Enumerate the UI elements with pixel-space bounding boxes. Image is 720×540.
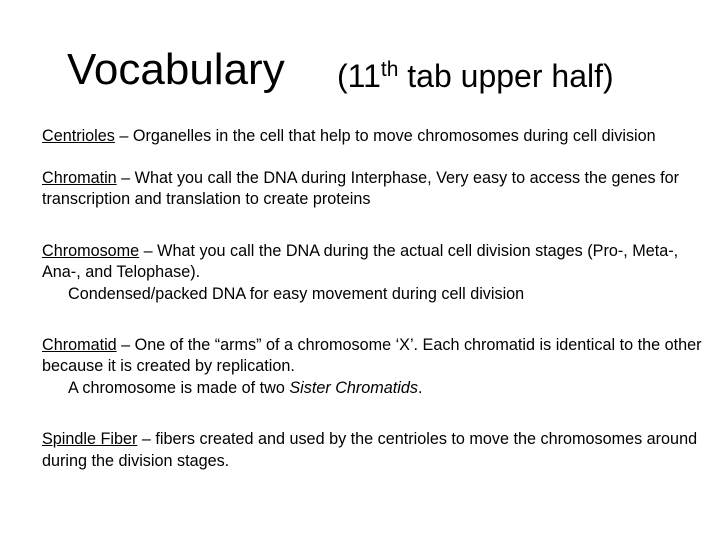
slide-title bbox=[67, 44, 687, 96]
title-sub-prefix: (11 bbox=[337, 58, 381, 94]
title-subtitle bbox=[337, 50, 614, 102]
vocab-note bbox=[42, 378, 702, 400]
vocab-definition: – Organelles in the cell that help to move chromosomes during cell division bbox=[114, 127, 656, 145]
vocab-definition: – One of the “arms” of a chromosome ‘X’. Each chromatid is identical to the other because it is created by replication. bbox=[42, 335, 702, 376]
vocab-entry-chromatid bbox=[42, 335, 702, 400]
vocab-entry-centrioles bbox=[42, 126, 702, 148]
title-main: Vocabulary bbox=[67, 45, 285, 94]
vocab-note-suffix: . bbox=[417, 378, 423, 397]
vocab-term: Chromatin bbox=[42, 168, 117, 187]
vocab-note-emphasis: Sister Chromatids bbox=[289, 378, 418, 397]
vocab-entry-spindle-fiber bbox=[42, 429, 702, 472]
title-sub-superscript: th bbox=[380, 58, 399, 81]
vocab-definition: – fibers created and used by the centrioles to move the chromosomes around during the division stages. bbox=[42, 430, 698, 470]
vocab-note: Condensed/packed DNA for easy movement during cell division bbox=[68, 284, 525, 303]
vocab-term: Spindle Fiber bbox=[42, 430, 138, 449]
vocab-entry-chromatin bbox=[42, 168, 702, 211]
vocabulary-list bbox=[42, 126, 702, 473]
vocab-term: Chromatid bbox=[42, 335, 117, 354]
vocab-term: Centrioles bbox=[42, 127, 115, 145]
vocab-entry-chromosome bbox=[42, 241, 702, 306]
vocab-note-prefix: A chromosome is made of two bbox=[68, 378, 290, 397]
vocab-definition: – What you call the DNA during Interphase, Very easy to access the genes for transcription and translation to create proteins bbox=[42, 168, 680, 209]
title-sub-suffix: tab upper half) bbox=[398, 58, 614, 94]
vocab-term: Chromosome bbox=[42, 241, 140, 260]
vocab-definition: – What you call the DNA during the actual cell division stages (Pro-, Meta-, Ana-, and Telophase). bbox=[42, 241, 679, 282]
